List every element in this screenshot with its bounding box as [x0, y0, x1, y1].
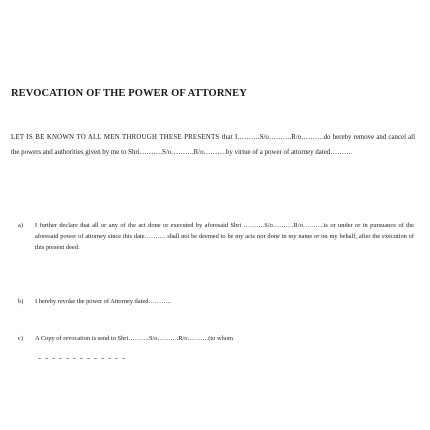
clause-b — [18, 297, 414, 308]
clause-b-text: I hereby revoke the power of Attorney dated……….. — [35, 298, 171, 305]
intro-body: I……….S/o……….R/o……….do hereby remove and cancel all the powers and authorities given by me to Shri……….S/o……….R/o……….by virtue of a power of attorney dated………. — [11, 134, 416, 156]
clause-a-text: I further declare that all or any of the act done or executed by aforesaid Shri ……….S/o……….R/o……….is or under or in pursuance of the aforesaid power of attorney since this date………. shall not be deemed to be my acts nor done in my name or on my behalf, after the execution of this present deed. — [35, 222, 414, 251]
clause-b-marker: b) — [18, 298, 24, 305]
clause-a-marker: a) — [18, 222, 23, 229]
clause-c — [18, 334, 414, 345]
intro-paragraph — [11, 131, 415, 160]
document-title: REVOCATION OF THE POWER OF ATTORNEY — [11, 88, 247, 99]
clause-c-marker: c) — [18, 335, 23, 342]
clause-a — [18, 221, 414, 253]
cut-off-text-line — [38, 355, 128, 361]
intro-lead: LET IS BE KNOWN TO ALL MEN THROUGH THESE PRESENTS that — [11, 134, 233, 141]
clause-c-text: A Copy of revocation is send to Shri……….S/o……….R/o……….(to whom — [35, 335, 233, 342]
